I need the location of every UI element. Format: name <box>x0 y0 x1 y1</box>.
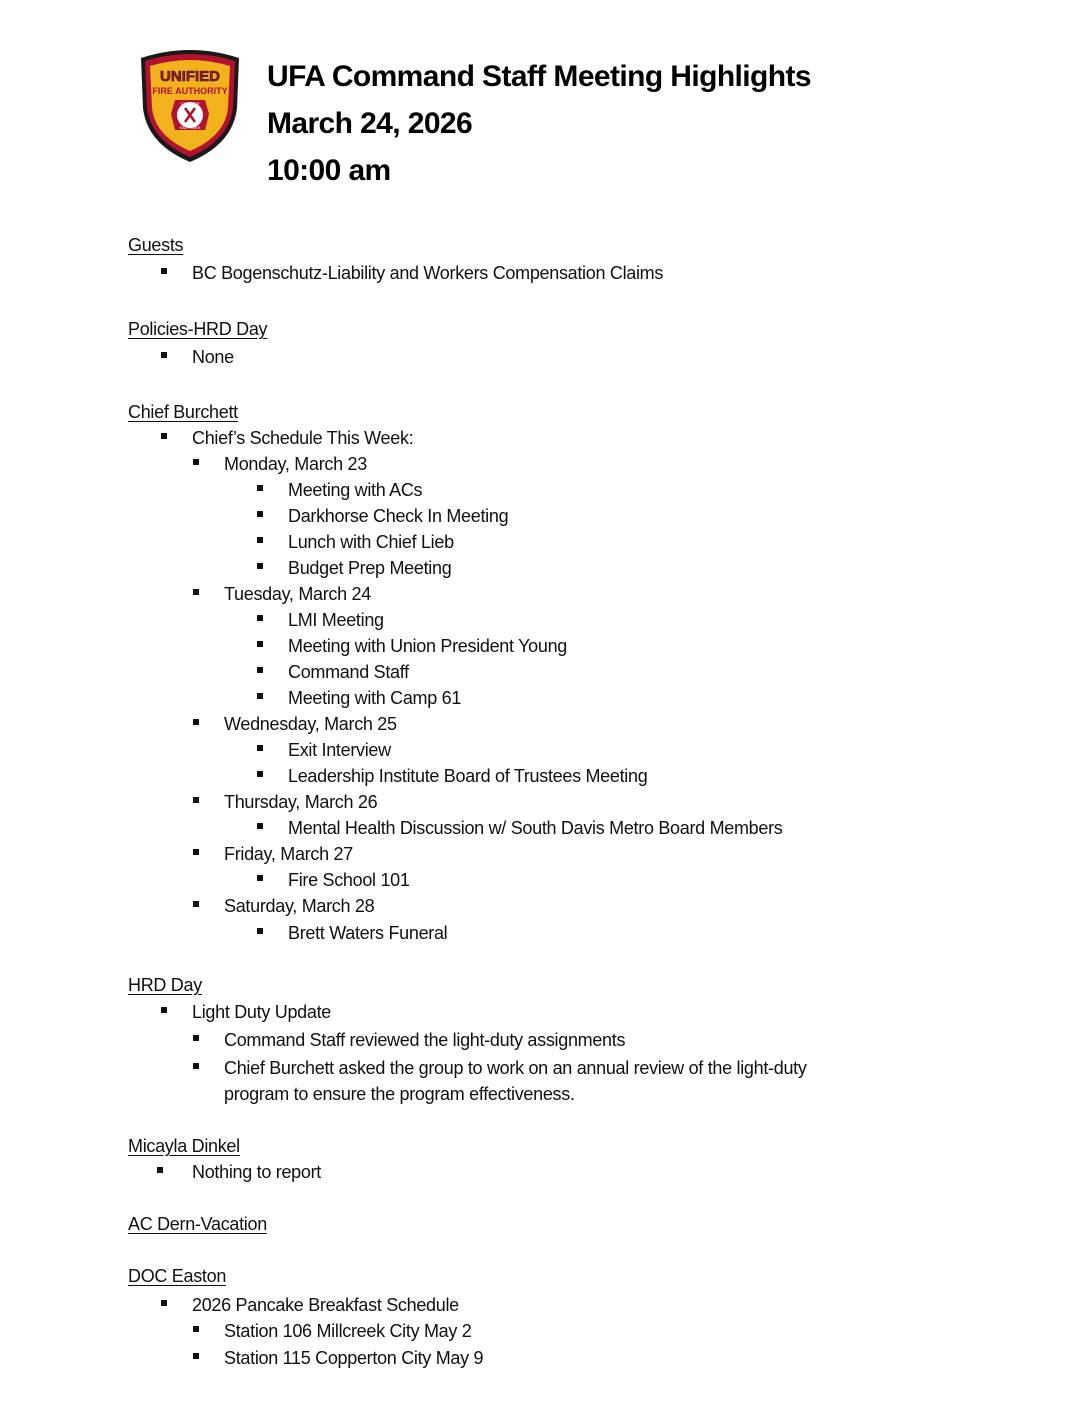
bullet-icon <box>257 615 263 621</box>
logo-text-salt-lake: SALT LAKE <box>179 125 201 130</box>
bullet-icon <box>193 719 199 725</box>
schedule-item: Leadership Institute Board of Trustees Meeting <box>288 766 648 786</box>
bullet-icon <box>193 1063 199 1069</box>
meeting-time: 10:00 am <box>267 154 391 187</box>
schedule-day: Tuesday, March 24 <box>224 584 371 604</box>
bullet-icon <box>193 901 199 907</box>
bullet-icon <box>161 268 167 274</box>
section-heading-micayla-dinkel: Micayla Dinkel <box>128 1136 240 1156</box>
list-item: 2026 Pancake Breakfast Schedule <box>192 1295 459 1315</box>
schedule-item: Command Staff <box>288 662 409 682</box>
bullet-icon <box>161 433 167 439</box>
section-heading-hrd-day: HRD Day <box>128 975 202 995</box>
list-item: Station 115 Copperton City May 9 <box>224 1348 484 1368</box>
bullet-icon <box>193 849 199 855</box>
schedule-item: Meeting with Camp 61 <box>288 688 462 708</box>
bullet-icon <box>193 797 199 803</box>
bullet-icon <box>257 745 263 751</box>
section-heading-doc-easton: DOC Easton <box>128 1266 227 1286</box>
logo-text-greater: GREATER <box>180 101 200 106</box>
page-title: UFA Command Staff Meeting Highlights <box>267 60 811 93</box>
schedule-day: Monday, March 23 <box>224 454 367 474</box>
bullet-icon <box>257 875 263 881</box>
section-heading-guests: Guests <box>128 235 184 255</box>
list-item: Station 106 Millcreek City May 2 <box>224 1321 472 1341</box>
document-header <box>267 53 811 194</box>
schedule-item: LMI Meeting <box>288 610 384 630</box>
logo-text-fire-authority: FIRE AUTHORITY <box>152 86 228 96</box>
list-item-continuation: program to ensure the program effectiveness. <box>224 1084 575 1104</box>
bullet-icon <box>257 485 263 491</box>
bullet-icon <box>193 459 199 465</box>
logo-text-unified: UNIFIED <box>160 68 220 85</box>
list-item: None <box>192 347 234 367</box>
section-heading-policies: Policies-HRD Day <box>128 319 268 339</box>
section-heading-chief-burchett: Chief Burchett <box>128 402 238 422</box>
bullet-icon <box>257 537 263 543</box>
schedule-item: Lunch with Chief Lieb <box>288 532 454 552</box>
schedule-day: Saturday, March 28 <box>224 896 375 916</box>
schedule-item: Darkhorse Check In Meeting <box>288 506 509 526</box>
bullet-icon <box>193 1326 199 1332</box>
ufa-logo <box>137 48 243 164</box>
bullet-icon <box>193 589 199 595</box>
schedule-day: Friday, March 27 <box>224 844 353 864</box>
bullet-icon <box>161 1007 167 1013</box>
bullet-icon <box>193 1353 199 1359</box>
section-heading-ac-dern: AC Dern-Vacation <box>128 1214 267 1234</box>
meeting-date: March 24, 2026 <box>267 107 473 140</box>
schedule-item: Meeting with ACs <box>288 480 423 500</box>
list-item: Chief Burchett asked the group to work on an annual review of the light-duty <box>224 1058 807 1078</box>
bullet-icon <box>257 771 263 777</box>
bullet-icon <box>161 352 167 358</box>
bullet-icon <box>161 1300 167 1306</box>
bullet-icon <box>257 823 263 829</box>
bullet-icon <box>257 563 263 569</box>
list-item: BC Bogenschutz-Liability and Workers Compensation Claims <box>192 263 664 283</box>
schedule-item: Mental Health Discussion w/ South Davis Metro Board Members <box>288 818 783 838</box>
list-item: Nothing to report <box>192 1162 321 1182</box>
schedule-item: Meeting with Union President Young <box>288 636 567 656</box>
schedule-item: Budget Prep Meeting <box>288 558 452 578</box>
list-item: Command Staff reviewed the light-duty assignments <box>224 1030 626 1050</box>
schedule-label: Chief’s Schedule This Week: <box>192 428 414 448</box>
list-item: Light Duty Update <box>192 1002 331 1022</box>
bullet-icon <box>257 693 263 699</box>
schedule-day: Thursday, March 26 <box>224 792 378 812</box>
bullet-icon <box>193 1035 199 1041</box>
schedule-day: Wednesday, March 25 <box>224 714 397 734</box>
bullet-icon <box>257 928 263 934</box>
schedule-item: Exit Interview <box>288 740 391 760</box>
schedule-item: Brett Waters Funeral <box>288 923 448 943</box>
bullet-icon <box>257 641 263 647</box>
bullet-icon <box>257 667 263 673</box>
bullet-icon <box>257 511 263 517</box>
schedule-item: Fire School 101 <box>288 870 410 890</box>
bullet-icon <box>157 1167 163 1173</box>
